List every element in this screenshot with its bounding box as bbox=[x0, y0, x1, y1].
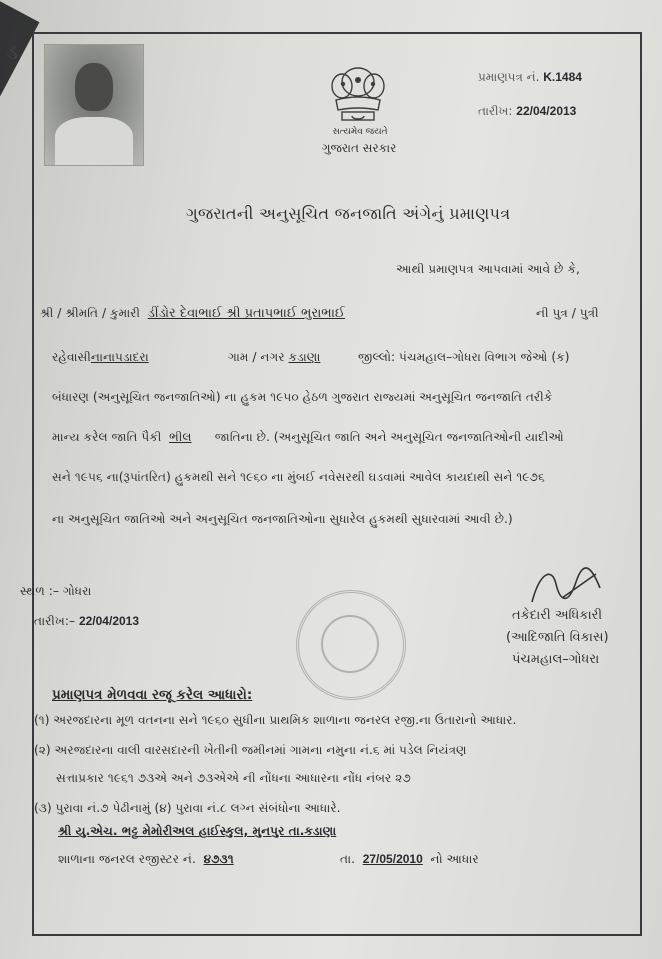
register-date-line bbox=[340, 852, 479, 867]
place-label: સ્થળ :– bbox=[20, 584, 59, 598]
place-value: ગોધરા bbox=[62, 584, 92, 598]
photo-head bbox=[75, 63, 113, 111]
certificate-date-label: તારીખ: bbox=[478, 104, 513, 118]
district-line: જીલ્લો: પંચમહાલ–ગોધરા વિભાગ જેઓ (ક) bbox=[358, 350, 570, 364]
footer-date-value: 22/04/2013 bbox=[78, 614, 140, 628]
body-line-5: સને ૧૯૫૬ ના(રૂપાંતરિત) હુકમથી સને ૧૯૬૦ ના મુંબઈ નવેસરથી ઘડવામાં આવેલ કાયદાથી સને ૧૯૭૬ bbox=[52, 470, 545, 484]
certificate-number-value: K.1484 bbox=[543, 70, 582, 84]
certificate-number-label: પ્રમાણપત્ર નં. bbox=[478, 70, 540, 84]
salutation: શ્રી / શ્રીમતિ / કુમારી bbox=[40, 306, 140, 320]
document-item-3: (૩) પુરાવા નં.૭ પેઢીનામું (૪) પુરાવા નં.૮ લગ્ન સંબંધોના આધારે. bbox=[34, 801, 341, 815]
seal-emblem bbox=[321, 615, 379, 673]
caste-line-start: માન્ય કરેલ જાતિ પૈકી bbox=[52, 430, 162, 444]
certificate-number bbox=[478, 70, 582, 85]
certificate-date bbox=[478, 104, 576, 119]
resident-line bbox=[52, 350, 149, 365]
applicant-photo bbox=[44, 44, 144, 166]
document-item-2: (૨) અરજદારના વાલી વારસદારની ખેતીની જમીનમાં ગામના નમુના નં.૬ માં પડેલ નિયંત્રણ bbox=[34, 743, 467, 757]
place-line bbox=[20, 584, 91, 599]
caste-value: ભીલ bbox=[169, 430, 192, 444]
body-line-6: ના અનુસૂચિત જાતિઓ અને અનુસૂચિત જનજાતિઓના સુધારેલ હુકમથી સુધારવામાં આવી છે.) bbox=[52, 512, 513, 526]
certificate-date-value: 22/04/2013 bbox=[516, 104, 577, 118]
certificate-title: ગુજરાતની અનુસૂચિત જનજાતિ અંગેનું પ્રમાણપત્ર bbox=[186, 204, 511, 223]
intro-line: આથી પ્રમાણપત્ર આપવામાં આવે છે કે, bbox=[396, 262, 580, 276]
emblem-caption: સત્યમેવ જયતે bbox=[332, 127, 388, 137]
register-number: ૪૭૩૧ bbox=[203, 852, 234, 866]
name-line bbox=[40, 306, 345, 321]
corner-mark: ડ bbox=[6, 40, 19, 65]
officer-department: (આદિજાતિ વિકાસ) bbox=[506, 630, 609, 645]
officer-location: પંચમહાલ–ગોધરા bbox=[512, 652, 600, 667]
resident-value: નાનાપડાદરા bbox=[90, 350, 149, 364]
register-suffix: નો આધાર bbox=[430, 852, 479, 866]
register-date: 27/05/2010 bbox=[362, 852, 423, 866]
caste-line bbox=[52, 430, 564, 445]
village-label: ગામ / નગર bbox=[228, 350, 285, 364]
school-name: શ્રી યુ.એચ. ભટ્ટ મેમોરીઅલ હાઈસ્કુલ, મુનપુર તા.કડાણા bbox=[58, 824, 337, 838]
resident-label: રહેવાસી bbox=[52, 350, 91, 364]
document-item-1: (૧) અરજદારના મૂળ વતનના સને ૧૯૬૦ સુધીના પ્રાથમિક શાળાના જનરલ રજી.ના ઉતારાનો આધાર. bbox=[34, 713, 517, 727]
applicant-name: ડીંડોર દેવાભાઈ શ્રી પ્રતાપભાઈ ભુરાભાઈ bbox=[147, 306, 345, 321]
village-value: કડાણા bbox=[288, 350, 321, 364]
register-label: શાળાના જનરલ રજીસ્ટર નં. bbox=[58, 852, 196, 866]
son-daughter: ની પુત્ર / પુત્રી bbox=[536, 306, 599, 320]
village-line bbox=[228, 350, 320, 365]
footer-date-line bbox=[34, 614, 139, 629]
caste-line-end: જાતિના છે. (અનુસૂચિત જાતિ અને અનુસૂચિત જનજાતિઓની યાદીઓ bbox=[214, 430, 564, 444]
document-item-2-cont: સત્તાપ્રકાર ૧૯૬૧ ૭૩એ અને ૭૩એએ ની નોંધના આધારના નોંધ નંબર ૨૭ bbox=[56, 771, 411, 785]
government-name: ગુજરાત સરકાર bbox=[321, 141, 397, 155]
body-line-3: બંધારણ (અનુસૂચિત જનજાતિઓ) ના હુકમ ૧૯૫૦ હેઠળ ગુજરાત રાજ્યમાં અનુસૂચિત જનજાતિ તરીકે bbox=[52, 390, 553, 404]
photo-body bbox=[55, 117, 133, 165]
office-seal bbox=[296, 590, 406, 700]
documents-heading: પ્રમાણપત્ર મેળવવા રજૂ કરેલ આધારો: bbox=[52, 687, 253, 703]
officer-title: તકેદારી અધિકારી bbox=[512, 608, 603, 623]
register-date-label: તા. bbox=[340, 852, 355, 866]
footer-date-label: તારીખ:– bbox=[34, 614, 76, 628]
register-line bbox=[58, 852, 234, 867]
